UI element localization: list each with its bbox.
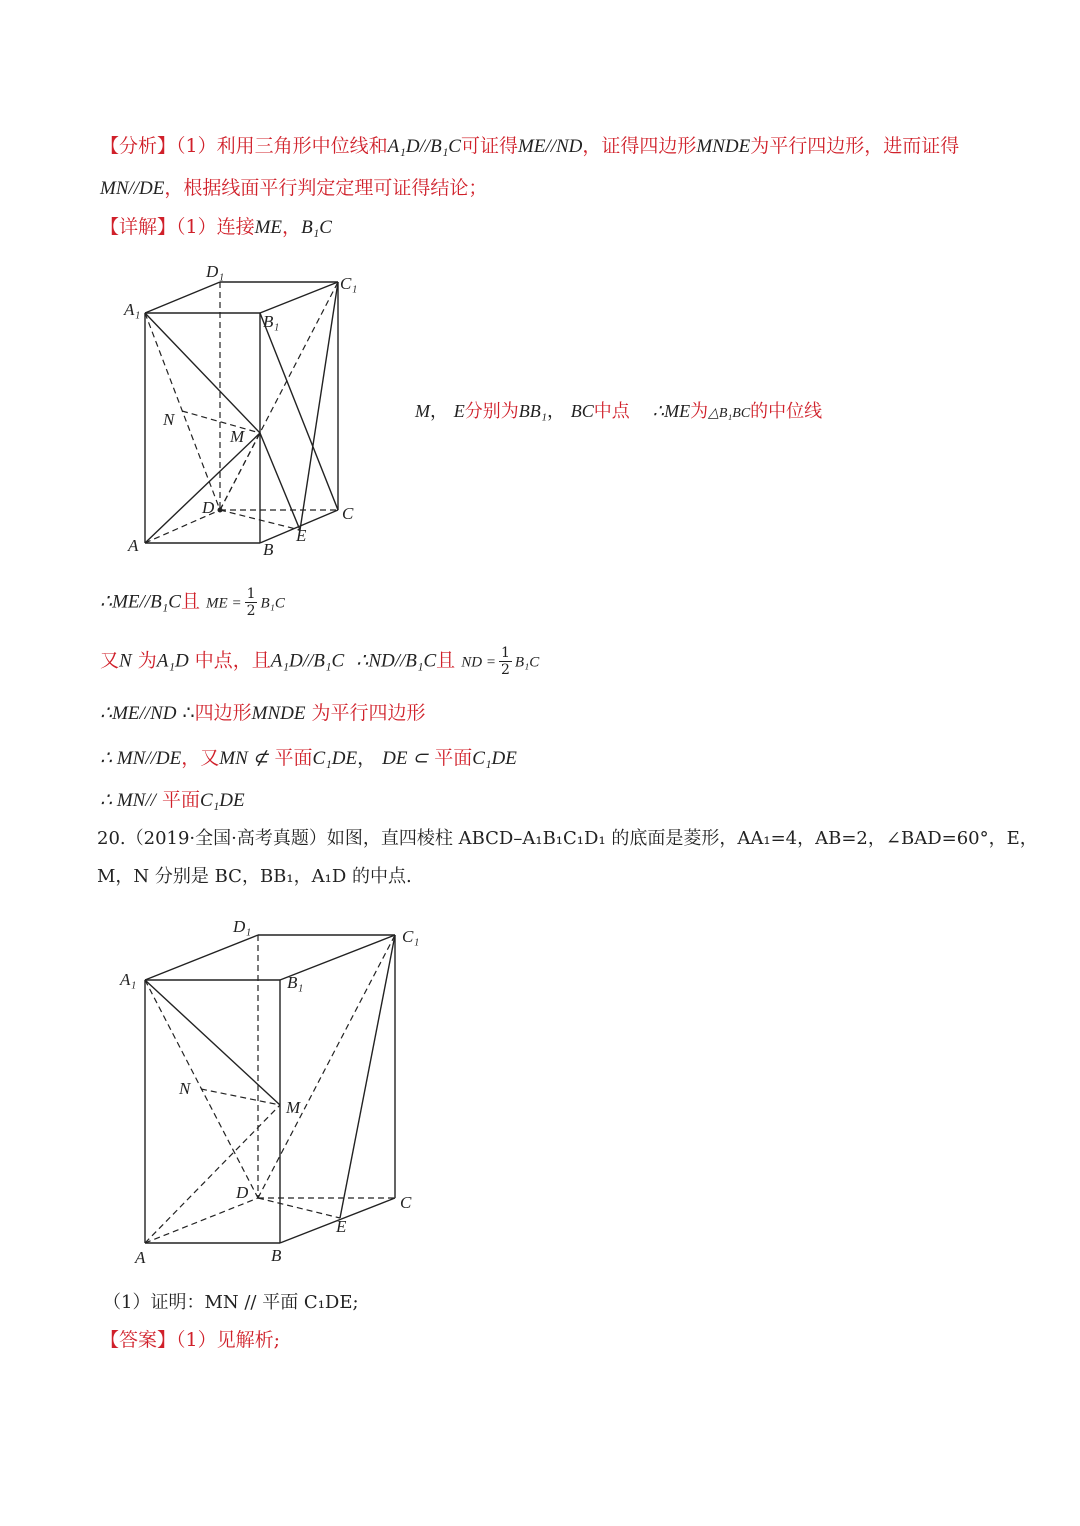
- label-c: C: [400, 1193, 412, 1212]
- step-4: ∴ MN//DE，又MN ⊄ 平面C₁DE， DE ⊂ 平面C₁DE: [100, 747, 517, 769]
- label-a1: A₁: [120, 970, 137, 989]
- label-c1: C₁: [340, 274, 358, 293]
- label-b: B: [271, 1246, 282, 1265]
- label-b1: B₁: [287, 973, 304, 992]
- analysis-line-1: 【分析】（1）利用三角形中位线和A₁D//B₁C可证得ME//ND，证得四边形MNDE为平行四边形，进而证得: [100, 135, 960, 157]
- label-d1: D₁: [233, 917, 252, 936]
- fraction-half: $\frac{1}{2}$: [246, 586, 256, 619]
- label-m: M: [230, 427, 245, 446]
- label-e: E: [336, 1217, 347, 1236]
- label-b1: B₁: [263, 312, 280, 331]
- step-1: ∴ME//B₁C且 ME = $\frac{1}{2}$ B₁C: [100, 586, 285, 619]
- step-2: 又N 为A₁D 中点，且A₁D//B₁C ∴ND//B₁C且 ND = $\frac{1}{2}$ B₁C: [100, 645, 540, 678]
- label-a: A: [128, 536, 139, 555]
- label-n: N: [179, 1079, 191, 1098]
- fraction-half: $\frac{1}{2}$: [500, 645, 510, 678]
- answer-tag: 【答案】: [100, 1329, 177, 1351]
- label-e: E: [296, 526, 307, 545]
- label-m: M: [286, 1098, 301, 1117]
- detail-line: 【详解】（1）连接ME，B₁C: [100, 216, 332, 238]
- problem-line-1: 20.（2019·全国·高考真题）如图，直四棱柱 ABCD–A₁B₁C₁D₁ 的底面是菱形，AA₁=4，AB=2，∠BAD=60°，E，: [97, 828, 1038, 849]
- question-1: （1）证明：MN // 平面 C₁DE;: [103, 1292, 359, 1313]
- detail-tag: 【详解】: [100, 216, 177, 238]
- math-a1d-parallel-b1c: A₁D//B₁C: [387, 136, 461, 157]
- label-d: D: [202, 498, 215, 517]
- label-d1: D₁: [206, 262, 225, 281]
- analysis-tag: 【分析】: [100, 135, 177, 157]
- label-n: N: [163, 410, 175, 429]
- answer-line: 【答案】（1）见解析;: [100, 1329, 281, 1351]
- prism-figure-2: [115, 910, 435, 1270]
- problem-line-2: M，N 分别是 BC，BB₁，A₁D 的中点.: [97, 866, 412, 887]
- prism-figure-1: [110, 255, 380, 565]
- math-me-parallel-nd: ME//ND: [518, 136, 583, 157]
- midpoint-note: M， E分别为BB₁， BC中点 ∴ME为△B₁BC的中位线: [415, 401, 823, 422]
- analysis-line-2: MN//DE，根据线面平行判定定理可证得结论；: [100, 177, 488, 199]
- label-a: A: [135, 1248, 146, 1267]
- step-5: ∴ MN// 平面C₁DE: [100, 789, 245, 811]
- label-b: B: [263, 540, 274, 559]
- step-3: ∴ME//ND ∴四边形MNDE 为平行四边形: [100, 702, 426, 724]
- label-d: D: [236, 1183, 249, 1202]
- label-c1: C₁: [402, 927, 420, 946]
- label-a1: A₁: [124, 300, 141, 319]
- label-c: C: [342, 504, 354, 523]
